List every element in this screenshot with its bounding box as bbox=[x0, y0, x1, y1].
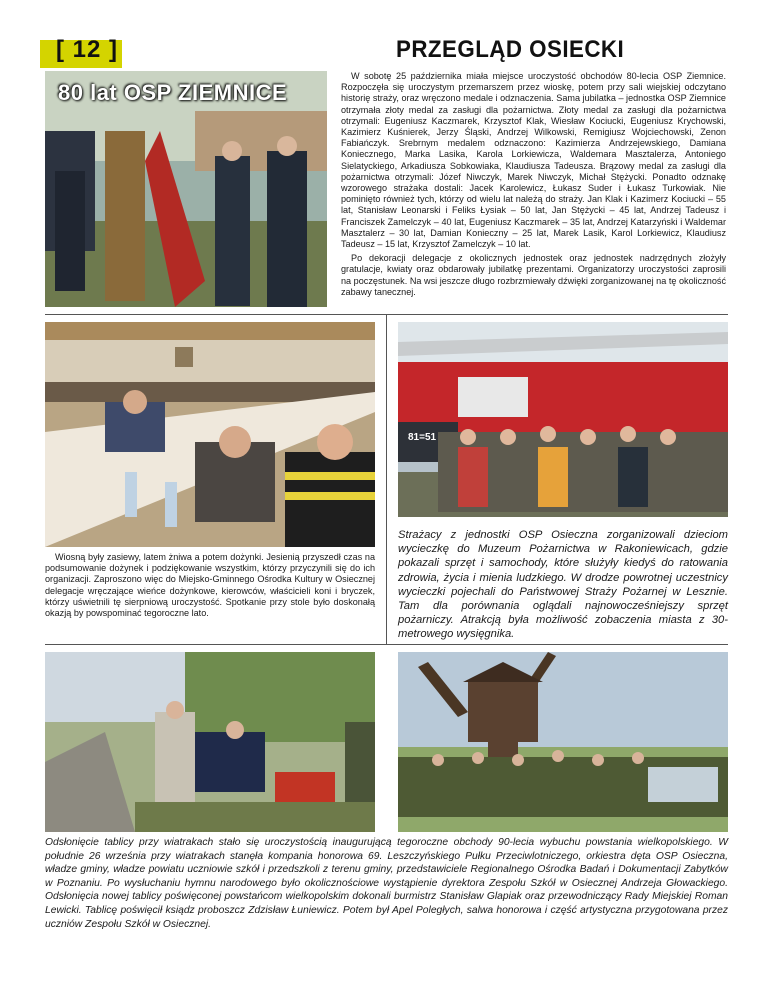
caption-wiatraki: Odsłonięcie tablicy przy wiatrakach stało się uroczystością inaugurującą tegoroczne obchody 90-lecia wybuchu powstania wielkopolskiego. W południe 26 września przy wiatrakach stanęła kompania honorowa 69. Leszczyńskiego Pułku Przeciwlotniczego, orkiestra dęta OSP Osieczna, władze gminy, władze powiatu uczniowie szkół i przedszkoli z terenu gminy, przedstawiciele Regionalnego Ośrodka Badań i Dokumentacji Zabytków w Poznaniu. Po wysłuchaniu hymnu narodowego było okolicznościowe wystąpienie dyrektora Zespołu Szkół w Osiecznej Andrzeja Głowackiego. Odsłonięcia nowej tablicy poświęconej powstańcom wielkopolskim dokonali burmistrz Stanisław Glapiak oraz przewodniczący Rady Miejskiej Roman Lewicki. Tablicę poświęcił ksiądz proboszcz Zdzisław Łuniewicz. Potem był Apel Poległych, salwa honorowa i część artystyczna przygotowana przez uczniów Zespołu Szkół w Osiecznej. bbox=[45, 837, 728, 930]
photo-dozynki-banquet bbox=[45, 322, 375, 547]
divider-middle bbox=[45, 644, 728, 645]
photo-wiatraki-wreath bbox=[45, 652, 375, 832]
photo-osp-osieczna-trip bbox=[398, 322, 728, 517]
page-number: [ 12 ] bbox=[56, 36, 119, 63]
magazine-title: PRZEGLĄD OSIECKI bbox=[396, 36, 625, 63]
caption-rakoniewice: Strażacy z jednostki OSP Osieczna zorganizowali dzieciom wycieczkę do Muzeum Pożarnictwa w Rakoniewicach, gdzie pokazali sprzęt i samochody, które służyły kiedyś do ratowania zdrowia, życia i mienia ludzkiego. W drodze powrotnej uczestnicy wycieczki pojechali do Państwowej Straży Pożarnej w Lesznie. Tam dla porównania oglądali najnowocześniejszy sprzęt pożarniczy. Atrakcją była możliwość zobaczenia miasta z 30-metrowego wysięgnika. bbox=[398, 529, 728, 641]
caption-dozynki: Wiosną były zasiewy, latem żniwa a potem dożynki. Jesienią przyszedł czas na podsumowanie dożynek i podziękowanie wszystkim, którzy przyczynili się do ich organizacji. Zaproszono więc do Miejsko-Gminnego Ośrodka Kultury w Osiecznej delegacje wręczające wieńce dożynkowe, kierowców, właścicieli koni i bryczek, którzy uświetnili tę sierpniową uroczystość. Spotkanie przy stole było doskonałą okazją by powspominać tegoroczne lato. bbox=[45, 552, 375, 619]
article-ziemnice-paragraph-1: W sobotę 25 października miała miejsce uroczystość obchodów 80-lecia OSP Ziemnice. Rozpoczęła się uroczystym przemarszem przez wioskę, potem przy sali wiejskiej odczytano historię straży, oraz wręczono medale i odznaczenia. Sama jubilatka – jednostka OSP Ziemnice otrzymała złoty medal za zasługi dla pożarnictwa. Złoty medal za zasługi dla pożarnictwa otrzymali: Eugeniusz Kaczmarek, Krzysztof Klak, Wiesław Kociucki, Eugeniusz Krychowski, Kazimierz Kuśnierek, Jerzy Śląski, Andrzej Wilkowski, Remigiusz Wojciechowski, Zenon Fabiańczyk. Srebrnym medalem odznaczono: Kazimierza Andrzejewskiego, Damiana Koniecznego, Marka Lasika, Karola Lorkiewicza, Waldemara Masztalerza, Antoniego Sielatyckiego, Arkadiusza Sobkowiaka, Klaudiusza Tadeusza. Brązowy medal za zasługi dla pożarnictwa otrzymali: Józef Niwczyk, Marek Niwczyk, Michał Stężycki. Ponadto odznakę wzorowego strażaka dostali: Jacek Karolewicz, Łukasz Suder i Łukasz Turkowiak. Nie pominięto również tych, którzy od wielu lat należą do straży. Jan Klak i Kazimerz Kociucki – 55 lat, Stanisław Leonarski i Feliks Łysiak – 50 lat, Jan Stężycki – 45 lat, Andrzej Tadeusz i Franciszek Zamelczyk – 40 lat, Eugeniusz Kaczmarek – 35 lat, Andrzej Katarzyński i Waldemar Masztalerz – 30 lat, Damian Konieczny – 25 lat, Marek Lasik, Karol Lorkiewicz, Klaudiusz Tadeusz – 15 lat, Krzysztof Zamelczyk – 10 lat. bbox=[341, 71, 726, 250]
photo-wiatraki-honor-guard bbox=[398, 652, 728, 832]
photo-osp-ziemnice-ceremony bbox=[45, 71, 327, 307]
divider-vertical bbox=[386, 314, 387, 644]
headline-80-lat-osp-ziemnice: 80 lat OSP ZIEMNICE bbox=[58, 80, 288, 105]
article-ziemnice-paragraph-2: Po dekoracji delegacje z okolicznych jednostek oraz jednostek nadrzędnych złożyły gratulacje, kwiaty oraz obdarowały jubilatkę prezentami. Organizatorzy uroczystości zaprosili na poczęstunek. Na wsi jeszcze długo rozbrzmiewały dźwięki zorganizowanej na tę okoliczność zabawy tanecznej. bbox=[341, 253, 726, 297]
truck-plate: 81=51 bbox=[408, 432, 437, 443]
article-ziemnice-text bbox=[341, 71, 726, 301]
